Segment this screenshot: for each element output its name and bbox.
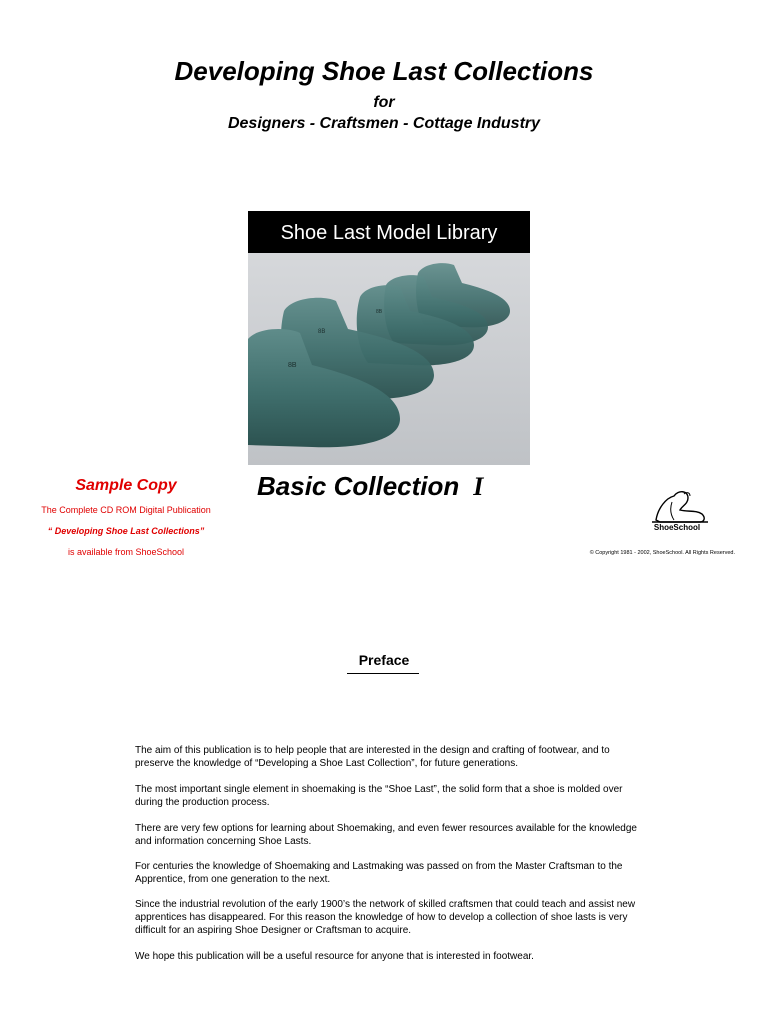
collection-title-text: Basic Collection bbox=[257, 471, 460, 501]
document-subtitle: Designers - Craftsmen - Cottage Industry bbox=[227, 115, 541, 132]
cover-banner: Shoe Last Model Library bbox=[248, 211, 530, 253]
sample-line-1: The Complete CD ROM Digital Publication bbox=[41, 505, 211, 515]
shoe-lasts-photo bbox=[248, 253, 530, 465]
svg-text:8B: 8B bbox=[318, 329, 326, 335]
preface-paragraph-6: We hope this publication will be a useful resource for anyone that is interested in footwear. bbox=[135, 951, 534, 962]
for-line: for bbox=[373, 94, 395, 111]
document-title: Developing Shoe Last Collections bbox=[174, 56, 594, 86]
preface-paragraph-3: There are very few options for learning about Shoemaking, and even fewer resources available for the knowledge and information concerning Shoe Lasts. bbox=[135, 823, 637, 847]
sample-line-2: “ Developing Shoe Last Collections” bbox=[47, 526, 205, 536]
preface-underline bbox=[347, 673, 419, 674]
preface-paragraph-4: For centuries the knowledge of Shoemaking and Lastmaking was passed on from the Master Craftsman to the Apprentice, from one generation to the next. bbox=[135, 861, 623, 885]
cover-image bbox=[248, 211, 530, 465]
sample-line-3: is available from ShoeSchool bbox=[67, 547, 185, 557]
shoeschool-logo-name: ShoeSchool bbox=[653, 523, 701, 532]
svg-text:8B: 8B bbox=[376, 309, 383, 315]
sample-copy-heading: Sample Copy bbox=[75, 477, 177, 494]
collection-numeral: I bbox=[473, 472, 484, 501]
collection-title bbox=[257, 471, 483, 502]
preface-paragraph-2: The most important single element in shoemaking is the “Shoe Last”, the solid form that a shoe is molded over during the production process. bbox=[135, 784, 623, 808]
preface-paragraph-5: Since the industrial revolution of the early 1900’s the network of skilled craftsmen that could teach and assist new apprentices has disappeared. For this reason the knowledge of how to develop a collection of shoe lasts is very difficult for an aspiring Shoe Designer or Craftsman to acquire. bbox=[135, 899, 636, 936]
preface-heading: Preface bbox=[358, 652, 410, 668]
svg-text:8B: 8B bbox=[288, 362, 297, 369]
preface-paragraph-1: The aim of this publication is to help people that are interested in the design and crafting of footwear, and to preserve the knowledge of “Developing a Shoe Last Collection”, for future generations. bbox=[135, 745, 610, 769]
copyright-notice: © Copyright 1981 - 2002, ShoeSchool. All Rights Reserved. bbox=[589, 550, 735, 556]
